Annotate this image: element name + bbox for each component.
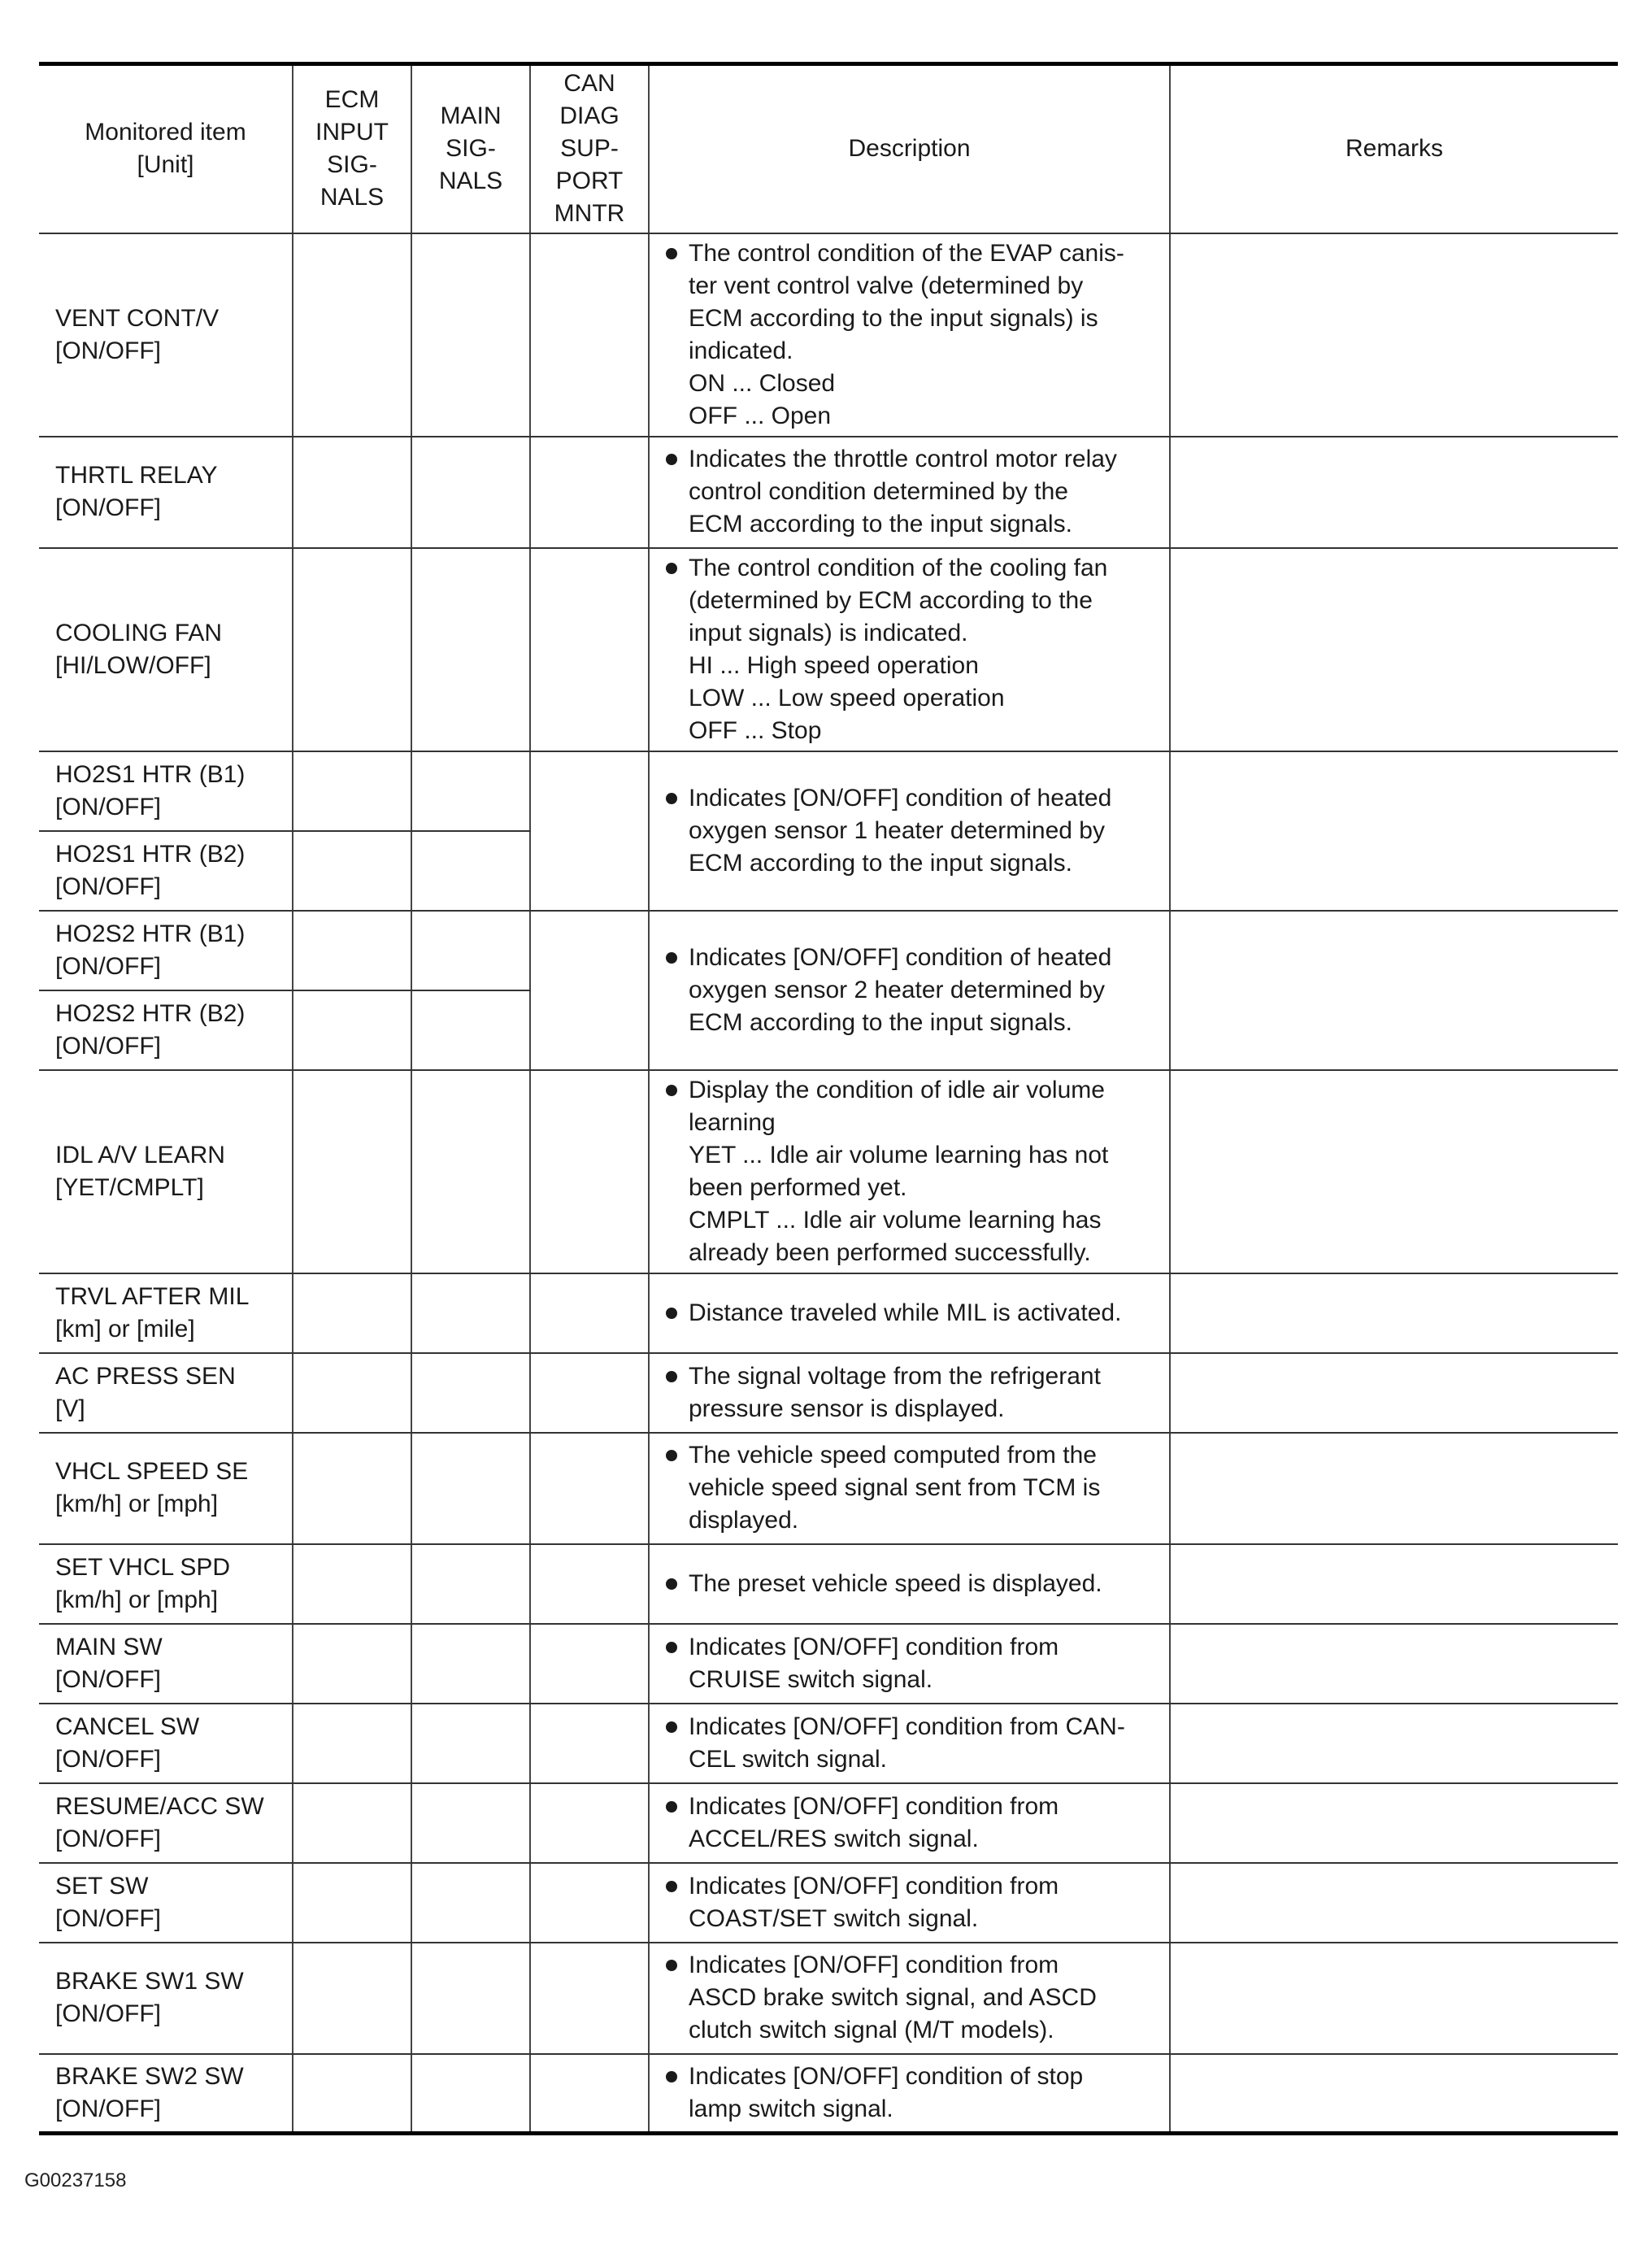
bullet-item bbox=[663, 942, 1161, 1039]
item-name: HO2S1 HTR (B1) bbox=[55, 760, 246, 788]
item-name: RESUME/ACC SW bbox=[55, 1792, 264, 1820]
bullet-item bbox=[663, 782, 1161, 880]
remarks-cell bbox=[1170, 1704, 1618, 1783]
description-text bbox=[689, 1791, 1161, 1856]
bullet-icon bbox=[666, 2071, 677, 2082]
main-signals-cell bbox=[411, 1863, 530, 1943]
item-name: SET SW bbox=[55, 1872, 149, 1900]
description-line: HI ... High speed operation bbox=[689, 651, 979, 679]
main-signals-cell bbox=[411, 1070, 530, 1273]
item-unit: [km/h] or [mph] bbox=[55, 1491, 219, 1517]
description-line: ACCEL/RES switch signal. bbox=[689, 1825, 979, 1852]
description-line: Display the condition of idle air volume bbox=[689, 1076, 1105, 1103]
bullet-icon bbox=[666, 454, 677, 465]
monitored-item-cell bbox=[39, 1273, 293, 1353]
main-signals-cell bbox=[411, 1353, 530, 1433]
bullet-item bbox=[663, 443, 1161, 541]
description-line: control condition determined by the bbox=[689, 478, 1068, 505]
data-monitor-table bbox=[39, 62, 1618, 2135]
table-row bbox=[39, 911, 1618, 990]
monitored-item-cell bbox=[39, 1943, 293, 2054]
description-cell bbox=[649, 751, 1170, 911]
description-line: (determined by ECM according to the bbox=[689, 586, 1093, 614]
description-line: ECM according to the input signals. bbox=[689, 1008, 1072, 1036]
description-text bbox=[689, 443, 1161, 541]
monitored-item-cell bbox=[39, 233, 293, 437]
description-line: ECM according to the input signals) is bbox=[689, 304, 1098, 332]
description-line: CMPLT ... Idle air volume learning has bbox=[689, 1206, 1102, 1234]
description-line: ECM according to the input signals. bbox=[689, 511, 1072, 537]
bullet-item bbox=[663, 1949, 1161, 2047]
main-signals-cell bbox=[411, 751, 530, 831]
document-page bbox=[39, 62, 1618, 2135]
item-name: VHCL SPEED SE bbox=[55, 1458, 249, 1485]
ecm-input-signals-cell bbox=[293, 990, 411, 1070]
main-signals-cell bbox=[411, 1544, 530, 1624]
can-diag-support-cell bbox=[530, 2054, 649, 2134]
description-cell bbox=[649, 437, 1170, 548]
table-row bbox=[39, 233, 1618, 437]
can-diag-support-cell bbox=[530, 233, 649, 437]
table-row bbox=[39, 437, 1618, 548]
description-line: CRUISE switch signal. bbox=[689, 1665, 933, 1693]
monitored-item-cell bbox=[39, 1433, 293, 1544]
bullet-icon bbox=[666, 1308, 677, 1319]
item-unit: [ON/OFF] bbox=[55, 873, 161, 900]
can-diag-support-cell bbox=[530, 751, 649, 911]
bullet-icon bbox=[666, 1578, 677, 1590]
item-name: HO2S1 HTR (B2) bbox=[55, 840, 246, 868]
item-unit: [ON/OFF] bbox=[55, 793, 161, 820]
description-line: The preset vehicle speed is displayed. bbox=[689, 1569, 1102, 1597]
monitored-item-cell bbox=[39, 911, 293, 990]
ecm-input-signals-cell bbox=[293, 751, 411, 831]
monitored-item-cell bbox=[39, 751, 293, 831]
item-name: CANCEL SW bbox=[55, 1713, 200, 1740]
description-line: OFF ... Stop bbox=[689, 716, 822, 744]
header-ecm-input-signals: ECM INPUT SIG- NALS bbox=[293, 64, 411, 233]
table-body bbox=[39, 233, 1618, 2134]
main-signals-cell bbox=[411, 1783, 530, 1863]
description-line: YET ... Idle air volume learning has not bbox=[689, 1141, 1109, 1169]
description-text bbox=[689, 1439, 1161, 1537]
item-name: VENT CONT/V bbox=[55, 304, 220, 332]
monitored-item-cell bbox=[39, 1070, 293, 1273]
description-cell bbox=[649, 548, 1170, 751]
can-diag-support-cell bbox=[530, 1624, 649, 1704]
monitored-item-cell bbox=[39, 831, 293, 911]
description-cell bbox=[649, 2054, 1170, 2134]
item-name: MAIN SW bbox=[55, 1633, 163, 1660]
item-unit: [ON/OFF] bbox=[55, 1825, 161, 1852]
remarks-cell bbox=[1170, 1544, 1618, 1624]
description-line: Distance traveled while MIL is activated. bbox=[689, 1299, 1122, 1326]
remarks-cell bbox=[1170, 1070, 1618, 1273]
remarks-cell bbox=[1170, 437, 1618, 548]
remarks-cell bbox=[1170, 1863, 1618, 1943]
bullet-icon bbox=[666, 1642, 677, 1653]
description-line: clutch switch signal (M/T models). bbox=[689, 2017, 1054, 2043]
ecm-input-signals-cell bbox=[293, 1943, 411, 2054]
description-line: Indicates [ON/OFF] condition of stop bbox=[689, 2062, 1084, 2090]
description-cell bbox=[649, 1783, 1170, 1863]
description-line: The control condition of the EVAP canis- bbox=[689, 239, 1124, 267]
description-line: Indicates [ON/OFF] condition from bbox=[689, 1952, 1059, 1978]
can-diag-support-cell bbox=[530, 1943, 649, 2054]
main-signals-cell bbox=[411, 1624, 530, 1704]
can-diag-support-cell bbox=[530, 1704, 649, 1783]
item-unit: [HI/LOW/OFF] bbox=[55, 651, 211, 679]
ecm-input-signals-cell bbox=[293, 831, 411, 911]
item-name: BRAKE SW2 SW bbox=[55, 2062, 244, 2090]
header-monitored-item: Monitored item [Unit] bbox=[39, 64, 293, 233]
bullet-item bbox=[663, 1711, 1161, 1776]
description-line: Indicates [ON/OFF] condition from bbox=[689, 1872, 1059, 1900]
item-name: HO2S2 HTR (B1) bbox=[55, 920, 246, 947]
bullet-item bbox=[663, 552, 1161, 747]
description-line: The signal voltage from the refrigerant bbox=[689, 1362, 1101, 1390]
description-line: lamp switch signal. bbox=[689, 2095, 893, 2122]
can-diag-support-cell bbox=[530, 1353, 649, 1433]
ecm-input-signals-cell bbox=[293, 548, 411, 751]
main-signals-cell bbox=[411, 233, 530, 437]
can-diag-support-cell bbox=[530, 911, 649, 1070]
bullet-icon bbox=[666, 1085, 677, 1096]
item-name: THRTL RELAY bbox=[55, 462, 218, 489]
main-signals-cell bbox=[411, 1273, 530, 1353]
main-signals-cell bbox=[411, 437, 530, 548]
description-line: displayed. bbox=[689, 1507, 799, 1534]
description-text bbox=[689, 1074, 1161, 1269]
description-line: ECM according to the input signals. bbox=[689, 849, 1072, 877]
item-unit: [ON/OFF] bbox=[55, 2000, 161, 2027]
description-line: indicated. bbox=[689, 337, 793, 364]
ecm-input-signals-cell bbox=[293, 1624, 411, 1704]
description-line: CEL switch signal. bbox=[689, 1745, 887, 1773]
description-line: OFF ... Open bbox=[689, 402, 832, 429]
can-diag-support-cell bbox=[530, 548, 649, 751]
description-line: vehicle speed signal sent from TCM is bbox=[689, 1474, 1101, 1501]
main-signals-cell bbox=[411, 911, 530, 990]
description-line: Indicates [ON/OFF] condition of heated bbox=[689, 943, 1112, 971]
item-unit: [YET/CMPLT] bbox=[55, 1173, 204, 1201]
description-line: Indicates [ON/OFF] condition from bbox=[689, 1633, 1059, 1660]
ecm-input-signals-cell bbox=[293, 911, 411, 990]
item-unit: [ON/OFF] bbox=[55, 1904, 161, 1932]
table-row bbox=[39, 751, 1618, 831]
monitored-item-cell bbox=[39, 1863, 293, 1943]
header-can-diag-support-mntr: CAN DIAG SUP- PORT MNTR bbox=[530, 64, 649, 233]
description-line: Indicates the throttle control motor relay bbox=[689, 446, 1117, 472]
item-unit: [ON/OFF] bbox=[55, 337, 161, 364]
can-diag-support-cell bbox=[530, 437, 649, 548]
main-signals-cell bbox=[411, 1943, 530, 2054]
main-signals-cell bbox=[411, 990, 530, 1070]
can-diag-support-cell bbox=[530, 1433, 649, 1544]
description-line: Indicates [ON/OFF] condition of heated bbox=[689, 784, 1112, 812]
ecm-input-signals-cell bbox=[293, 1704, 411, 1783]
remarks-cell bbox=[1170, 2054, 1618, 2134]
monitored-item-cell bbox=[39, 437, 293, 548]
bullet-item bbox=[663, 1568, 1161, 1600]
remarks-cell bbox=[1170, 1353, 1618, 1433]
item-unit: [V] bbox=[55, 1395, 85, 1422]
can-diag-support-cell bbox=[530, 1273, 649, 1353]
main-signals-cell bbox=[411, 1433, 530, 1544]
description-text bbox=[689, 1297, 1161, 1330]
description-text bbox=[689, 782, 1161, 880]
description-line: LOW ... Low speed operation bbox=[689, 684, 1005, 712]
bullet-item bbox=[663, 1791, 1161, 1856]
description-text bbox=[689, 1631, 1161, 1696]
remarks-cell bbox=[1170, 751, 1618, 911]
header-main-signals: MAIN SIG- NALS bbox=[411, 64, 530, 233]
table-row bbox=[39, 1353, 1618, 1433]
description-text bbox=[689, 2061, 1161, 2126]
bullet-item bbox=[663, 237, 1161, 433]
description-line: The vehicle speed computed from the bbox=[689, 1442, 1097, 1469]
item-name: BRAKE SW1 SW bbox=[55, 1968, 244, 1995]
monitored-item-cell bbox=[39, 990, 293, 1070]
bullet-item bbox=[663, 1360, 1161, 1425]
monitored-item-cell bbox=[39, 1544, 293, 1624]
monitored-item-cell bbox=[39, 1353, 293, 1433]
header-description: Description bbox=[649, 64, 1170, 233]
bullet-icon bbox=[666, 1960, 677, 1971]
bullet-icon bbox=[666, 1371, 677, 1382]
monitored-item-cell bbox=[39, 2054, 293, 2134]
table-row bbox=[39, 548, 1618, 751]
can-diag-support-cell bbox=[530, 1544, 649, 1624]
ecm-input-signals-cell bbox=[293, 437, 411, 548]
ecm-input-signals-cell bbox=[293, 1783, 411, 1863]
remarks-cell bbox=[1170, 1433, 1618, 1544]
table-row bbox=[39, 1273, 1618, 1353]
header-row bbox=[39, 64, 1618, 233]
description-cell bbox=[649, 1353, 1170, 1433]
item-name: AC PRESS SEN bbox=[55, 1362, 236, 1390]
description-text bbox=[689, 1360, 1161, 1425]
can-diag-support-cell bbox=[530, 1070, 649, 1273]
item-unit: [ON/OFF] bbox=[55, 1745, 161, 1773]
header-remarks: Remarks bbox=[1170, 64, 1618, 233]
description-text bbox=[689, 1568, 1161, 1600]
bullet-item bbox=[663, 1870, 1161, 1935]
can-diag-support-cell bbox=[530, 1783, 649, 1863]
item-name: HO2S2 HTR (B2) bbox=[55, 999, 246, 1027]
description-cell bbox=[649, 1273, 1170, 1353]
remarks-cell bbox=[1170, 1273, 1618, 1353]
description-cell bbox=[649, 1070, 1170, 1273]
bullet-icon bbox=[666, 1450, 677, 1461]
main-signals-cell bbox=[411, 831, 530, 911]
item-name: TRVL AFTER MIL bbox=[55, 1282, 250, 1310]
remarks-cell bbox=[1170, 1783, 1618, 1863]
description-cell bbox=[649, 1863, 1170, 1943]
item-name: IDL A/V LEARN bbox=[55, 1141, 225, 1169]
table-row bbox=[39, 1070, 1618, 1273]
bullet-item bbox=[663, 1439, 1161, 1537]
can-diag-support-cell bbox=[530, 1863, 649, 1943]
item-unit: [km/h] or [mph] bbox=[55, 1586, 219, 1613]
item-name: SET VHCL SPD bbox=[55, 1553, 231, 1581]
bullet-icon bbox=[666, 793, 677, 804]
description-line: input signals) is indicated. bbox=[689, 619, 968, 646]
remarks-cell bbox=[1170, 1624, 1618, 1704]
description-text bbox=[689, 1711, 1161, 1776]
description-line: The control condition of the cooling fan bbox=[689, 554, 1108, 581]
monitored-item-cell bbox=[39, 1624, 293, 1704]
description-line: oxygen sensor 2 heater determined by bbox=[689, 976, 1105, 1003]
description-line: ON ... Closed bbox=[689, 369, 836, 397]
bullet-icon bbox=[666, 952, 677, 964]
ecm-input-signals-cell bbox=[293, 1353, 411, 1433]
item-unit: [ON/OFF] bbox=[55, 952, 161, 980]
ecm-input-signals-cell bbox=[293, 1273, 411, 1353]
description-cell bbox=[649, 911, 1170, 1070]
description-text bbox=[689, 1870, 1161, 1935]
description-line: Indicates [ON/OFF] condition from bbox=[689, 1792, 1059, 1820]
table-row bbox=[39, 1863, 1618, 1943]
description-cell bbox=[649, 1544, 1170, 1624]
description-text bbox=[689, 552, 1161, 747]
monitored-item-cell bbox=[39, 1783, 293, 1863]
description-line: ASCD brake switch signal, and ASCD bbox=[689, 1984, 1097, 2011]
description-cell bbox=[649, 233, 1170, 437]
table-row bbox=[39, 1943, 1618, 2054]
description-line: pressure sensor is displayed. bbox=[689, 1395, 1005, 1422]
description-cell bbox=[649, 1624, 1170, 1704]
item-unit: [ON/OFF] bbox=[55, 2095, 161, 2122]
bullet-item bbox=[663, 1297, 1161, 1330]
ecm-input-signals-cell bbox=[293, 2054, 411, 2134]
remarks-cell bbox=[1170, 548, 1618, 751]
monitored-item-cell bbox=[39, 1704, 293, 1783]
description-line: been performed yet. bbox=[689, 1173, 907, 1201]
remarks-cell bbox=[1170, 911, 1618, 1070]
description-line: oxygen sensor 1 heater determined by bbox=[689, 816, 1105, 844]
item-unit: [ON/OFF] bbox=[55, 494, 161, 521]
table-row bbox=[39, 1704, 1618, 1783]
remarks-cell bbox=[1170, 233, 1618, 437]
table-row bbox=[39, 1783, 1618, 1863]
description-text bbox=[689, 237, 1161, 433]
table-row bbox=[39, 2054, 1618, 2134]
description-line: ter vent control valve (determined by bbox=[689, 272, 1084, 299]
description-line: already been performed successfully. bbox=[689, 1238, 1091, 1266]
description-line: Indicates [ON/OFF] condition from CAN- bbox=[689, 1713, 1125, 1740]
monitored-item-cell bbox=[39, 548, 293, 751]
table-row bbox=[39, 1544, 1618, 1624]
table-row bbox=[39, 1433, 1618, 1544]
item-unit: [ON/OFF] bbox=[55, 1032, 161, 1060]
item-name: COOLING FAN bbox=[55, 619, 223, 646]
bullet-item bbox=[663, 1074, 1161, 1269]
ecm-input-signals-cell bbox=[293, 1863, 411, 1943]
description-cell bbox=[649, 1943, 1170, 2054]
main-signals-cell bbox=[411, 548, 530, 751]
bullet-icon bbox=[666, 1881, 677, 1892]
ecm-input-signals-cell bbox=[293, 1070, 411, 1273]
ecm-input-signals-cell bbox=[293, 233, 411, 437]
bullet-icon bbox=[666, 563, 677, 574]
description-line: learning bbox=[689, 1108, 776, 1136]
ecm-input-signals-cell bbox=[293, 1544, 411, 1624]
remarks-cell bbox=[1170, 1943, 1618, 2054]
bullet-icon bbox=[666, 1801, 677, 1813]
item-unit: [ON/OFF] bbox=[55, 1665, 161, 1693]
description-cell bbox=[649, 1433, 1170, 1544]
description-text bbox=[689, 942, 1161, 1039]
ecm-input-signals-cell bbox=[293, 1433, 411, 1544]
table-row bbox=[39, 1624, 1618, 1704]
description-text bbox=[689, 1949, 1161, 2047]
bullet-item bbox=[663, 1631, 1161, 1696]
description-line: COAST/SET switch signal. bbox=[689, 1904, 979, 1932]
bullet-icon bbox=[666, 1721, 677, 1733]
bullet-item bbox=[663, 2061, 1161, 2126]
main-signals-cell bbox=[411, 2054, 530, 2134]
bullet-icon bbox=[666, 248, 677, 259]
main-signals-cell bbox=[411, 1704, 530, 1783]
description-cell bbox=[649, 1704, 1170, 1783]
item-unit: [km] or [mile] bbox=[55, 1315, 195, 1343]
figure-id: G00237158 bbox=[24, 2169, 127, 2191]
